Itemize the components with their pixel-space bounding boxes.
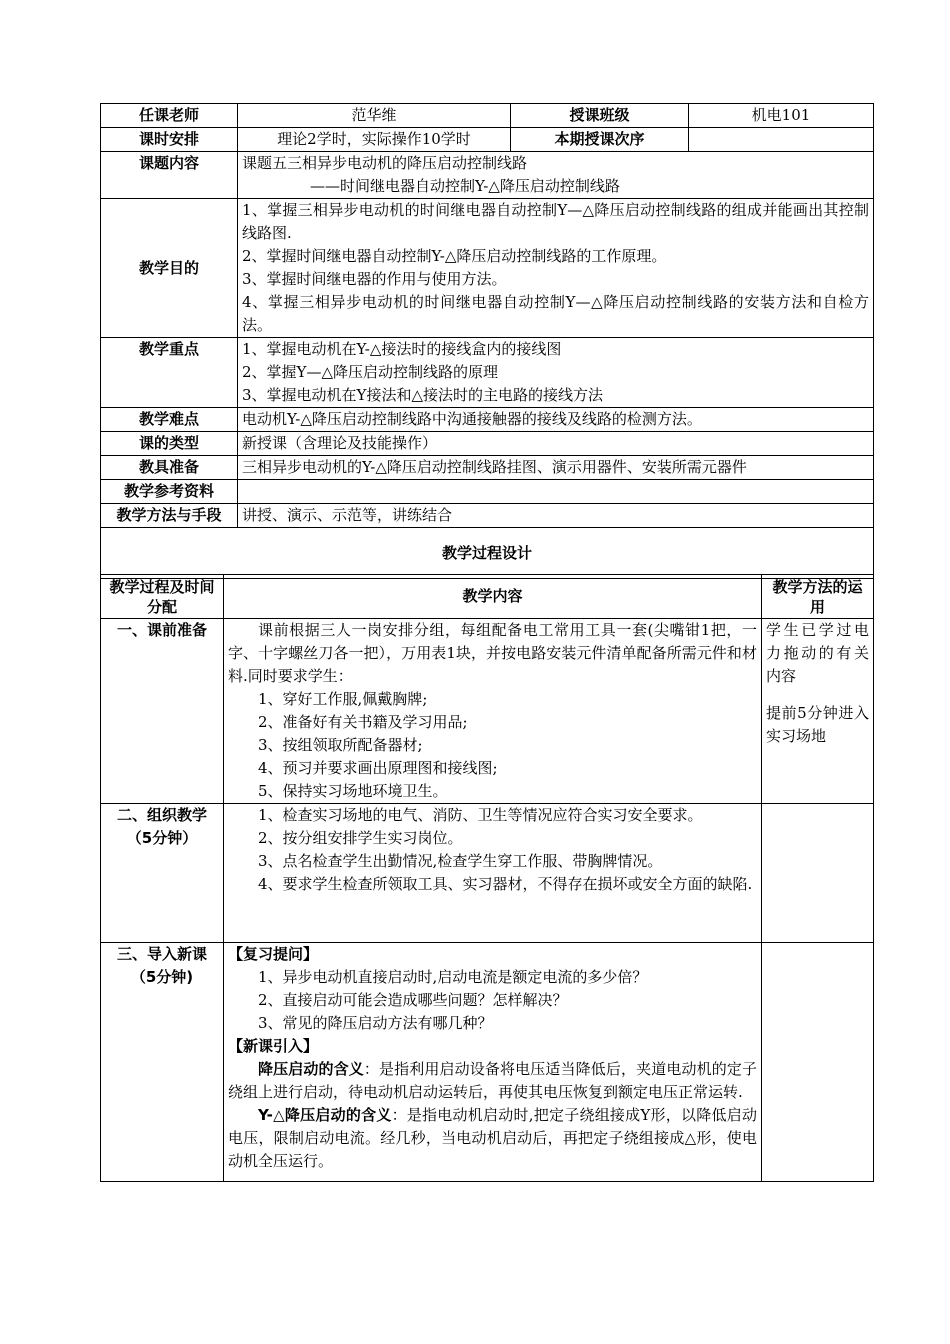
intro-heading: 【新课引入】 (228, 1037, 319, 1055)
content-item: 3、按组领取所配备器材; (258, 736, 423, 754)
definition-term: 降压启动的含义 (258, 1060, 364, 1078)
goal-item: 3、掌握时间继电器的作用与使用方法。 (242, 270, 507, 288)
method-note: 提前5分钟进入实习场地 (766, 704, 869, 745)
stage-3-name: 三、导入新课 (116, 945, 207, 963)
goal-item: 1、掌握三相异步电动机的时间继电器自动控制Y—△降压启动控制线路的组成并能画出其控制线路图. (242, 201, 869, 242)
class-label: 授课班级 (511, 104, 689, 128)
hours-value: 理论2学时，实际操作10学时 (238, 128, 511, 152)
review-question: 3、常见的降压启动方法有哪几种？ (258, 1014, 493, 1032)
tools-label: 教具准备 (101, 456, 238, 480)
stage-2-name: 二、组织教学 (116, 806, 207, 824)
goal-item: 4、掌握三相异步电动机的时间继电器自动控制Y—△降压启动控制线路的安装方法和自检方法。 (242, 293, 869, 334)
stage-2-content (224, 804, 762, 943)
focus-item: 2、掌握Y—△降压启动控制线路的原理 (242, 363, 498, 381)
col-stage-header: 教学过程及时间分配 (101, 575, 224, 619)
review-question: 1、异步电动机直接启动时,启动电流是额定电流的多少倍？ (258, 968, 648, 986)
definition-text: ：是指电动机启动时,把定子绕组接成Y形，以降低启动电压，限制启动电流。经几秒，当电动机启动后，再把定子绕组接成△形，使电动机全压运行。 (228, 1106, 757, 1170)
reference-label: 教学参考资料 (101, 480, 238, 504)
content-item: 3、点名检查学生出勤情况,检查学生穿工作服、带胸牌情况。 (258, 852, 663, 870)
stage-1-method (762, 619, 874, 804)
content-item: 5、保持实习场地环境卫生。 (258, 782, 448, 800)
definition-text: ：是指利用启动设备将电压适当降低后，夹道电动机的定子绕组上进行启动，待电动机启动运转后，再使其电压恢复到额定电压正常运转. (228, 1060, 757, 1101)
content-item: 1、检查实习场地的电气、消防、卫生等情况应符合实习安全要求。 (258, 806, 703, 824)
hours-label: 课时安排 (101, 128, 238, 152)
stage-2-method (762, 804, 874, 943)
col-content-header: 教学内容 (224, 575, 762, 619)
goals-label: 教学目的 (101, 199, 238, 338)
difficulty-value: 电动机Y-△降压启动控制线路中沟通接触器的接线及线路的检测方法。 (238, 408, 874, 432)
definition-para (228, 1058, 757, 1104)
type-value: 新授课（含理论及技能操作） (238, 432, 874, 456)
stage-3-method (762, 943, 874, 1182)
focus-item: 1、掌握电动机在Y-△接法时的接线盒内的接线图 (242, 340, 562, 358)
stage-3-label (101, 943, 224, 1182)
teacher-value: 范华维 (238, 104, 511, 128)
method-value: 讲授、演示、示范等，讲练结合 (238, 504, 874, 528)
stage-2-label (101, 804, 224, 943)
difficulty-label: 教学难点 (101, 408, 238, 432)
goals-value (238, 199, 874, 338)
process-table (100, 574, 874, 1182)
topic-value (238, 152, 874, 199)
topic-line-1: 课题五三相异步电动机的降压启动控制线路 (242, 154, 528, 172)
process-title: 教学过程设计 (101, 528, 874, 579)
content-item: 4、预习并要求画出原理图和接线图; (258, 759, 498, 777)
teacher-label: 任课老师 (101, 104, 238, 128)
focus-item: 3、掌握电动机在Y接法和△接法时的主电路的接线方法 (242, 386, 603, 404)
content-item: 2、按分组安排学生实习岗位。 (258, 829, 463, 847)
definition-para (228, 1104, 757, 1173)
topic-label: 课题内容 (101, 152, 238, 199)
stage-3-content (224, 943, 762, 1182)
content-para: 课前根据三人一岗安排分组，每组配备电工常用工具一套(尖嘴钳1把，一字、十字螺丝刀各一把），万用表1块，并按电路安装元件清单配备所需元件和材料.同时要求学生： (228, 621, 757, 685)
method-label: 教学方法与手段 (101, 504, 238, 528)
stage-1-label (101, 619, 224, 804)
focus-value (238, 338, 874, 408)
stage-1-content (224, 619, 762, 804)
topic-line-2: ——时间继电器自动控制Y-△降压启动控制线路 (310, 177, 620, 195)
review-heading: 【复习提问】 (228, 945, 319, 963)
type-label: 课的类型 (101, 432, 238, 456)
review-question: 2、直接启动可能会造成哪些问题？怎样解决？ (258, 991, 568, 1009)
session-label: 本期授课次序 (511, 128, 689, 152)
content-item: 4、要求学生检查所领取工具、实习器材，不得存在损坏或安全方面的缺陷. (258, 875, 753, 893)
stage-3-time: （5分钟) (130, 968, 194, 986)
definition-term: Y-△降压启动的含义 (258, 1106, 392, 1124)
method-note: 学生已学过电力拖动的有关内容 (766, 621, 869, 685)
content-item: 2、准备好有关书籍及学习用品; (258, 713, 468, 731)
goal-item: 2、掌握时间继电器自动控制Y-△降压启动控制线路的工作原理。 (242, 247, 667, 265)
class-value: 机电101 (689, 104, 874, 128)
col-method-header: 教学方法的运用 (762, 575, 874, 619)
stage-2-time: （5分钟） (126, 829, 198, 847)
session-value (689, 128, 874, 152)
focus-label: 教学重点 (101, 338, 238, 408)
tools-value: 三相异步电动机的Y-△降压启动控制线路挂图、演示用器件、安装所需元器件 (238, 456, 874, 480)
info-table (100, 103, 874, 579)
stage-1-name: 一、课前准备 (116, 621, 207, 639)
content-item: 1、穿好工作服,佩戴胸牌; (258, 690, 428, 708)
reference-value (238, 480, 874, 504)
